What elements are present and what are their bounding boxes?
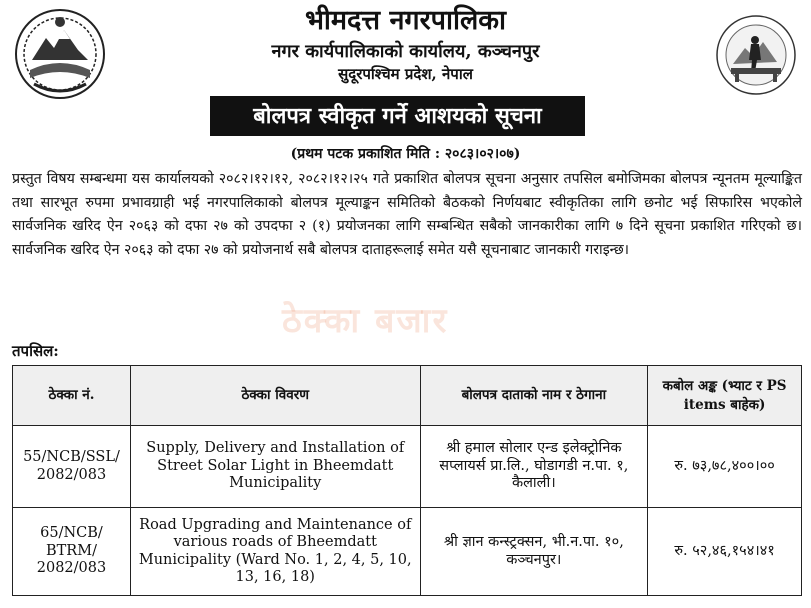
amount-cell: रु. ५२,४६,१५४।४१	[648, 508, 802, 596]
office-name: नगर कार्यपालिकाको कार्यालय, कञ्चनपुर	[271, 41, 540, 62]
notice-title: बोलपत्र स्वीकृत गर्ने आशयको सूचना	[210, 96, 585, 136]
contract-no-cell: 55/NCB/SSL/ 2082/083	[13, 426, 131, 508]
contract-no-cell: 65/NCB/ BTRM/ 2082/083	[13, 508, 131, 596]
notice-paragraph: प्रस्तुत विषय सम्बन्धमा यस कार्यालयको २०८२।१२।१२, २०८२।१२।२५ गते प्रकाशित बोलपत्र सूचना अनुसार तपसिल बमोजिमका बोलपत्र न्यूनतम मूल्याङ्कित तथा सारभूत रुपमा प्रभावग्राही भई नगरपालिकाको बोलपत्र मूल्याङ्कन समितिको बैठकको निर्णयबाट स्वीकृतिका लागि छनोट भई सिफारिस भएकोले सार्वजनिक खरिद ऐन २०६३ को दफा २७ को उपदफा २ (१) प्रयोजनका लागि सम्बन्धित सबैको जानकारीका लागि ७ दिने सूचना प्रकाशित गरिएको छ। सार्वजनिक खरिद ऐन २०६३ को दफा २७ को प्रयोजनार्थ सबै बोलपत्र दाताहरूलाई समेत यसै सूचनाबाट जानकारी गराइन्छ।	[12, 171, 802, 258]
province-line: सुदूरपश्चिम प्रदेश, नेपाल	[338, 65, 473, 83]
header-contract-no: ठेक्का नं.	[13, 366, 131, 426]
description-cell: Supply, Delivery and Installation of Street Solar Light in Bheemdatt Municipality	[130, 426, 420, 508]
municipality-name: भीमदत्त नगरपालिका	[304, 5, 507, 36]
tender-table	[12, 365, 802, 596]
notice-header	[0, 0, 811, 162]
description-cell: Road Upgrading and Maintenance of various roads of Bheemdatt Municipality (Ward No. 1, 2, 4, 5, 10, 13, 16, 18)	[130, 508, 420, 596]
watermark-text: ठेक्का बजार	[282, 301, 449, 341]
amount-cell: रु. ७३,७८,४००।००	[648, 426, 802, 508]
bidder-cell: श्री हमाल सोलार एन्ड इलेक्ट्रोनिक सप्लायर्स प्रा.लि., घोडागडी न.पा. १, कैलाली।	[420, 426, 648, 508]
table-header-row	[13, 366, 802, 426]
bidder-cell: श्री ज्ञान कन्स्ट्रक्सन, भी.न.पा. १०, कञ्चनपुर।	[420, 508, 648, 596]
table-row	[13, 508, 802, 596]
header-description: ठेक्का विवरण	[130, 366, 420, 426]
section-label: तपसिल:	[12, 342, 59, 360]
table-row	[13, 426, 802, 508]
header-amount: कबोल अङ्क (भ्याट र PS items बाहेक)	[648, 366, 802, 426]
header-bidder: बोलपत्र दाताको नाम र ठेगाना	[420, 366, 648, 426]
publish-date: (प्रथम पटक प्रकाशित मिति : २०८३।०२।०७)	[290, 146, 521, 162]
